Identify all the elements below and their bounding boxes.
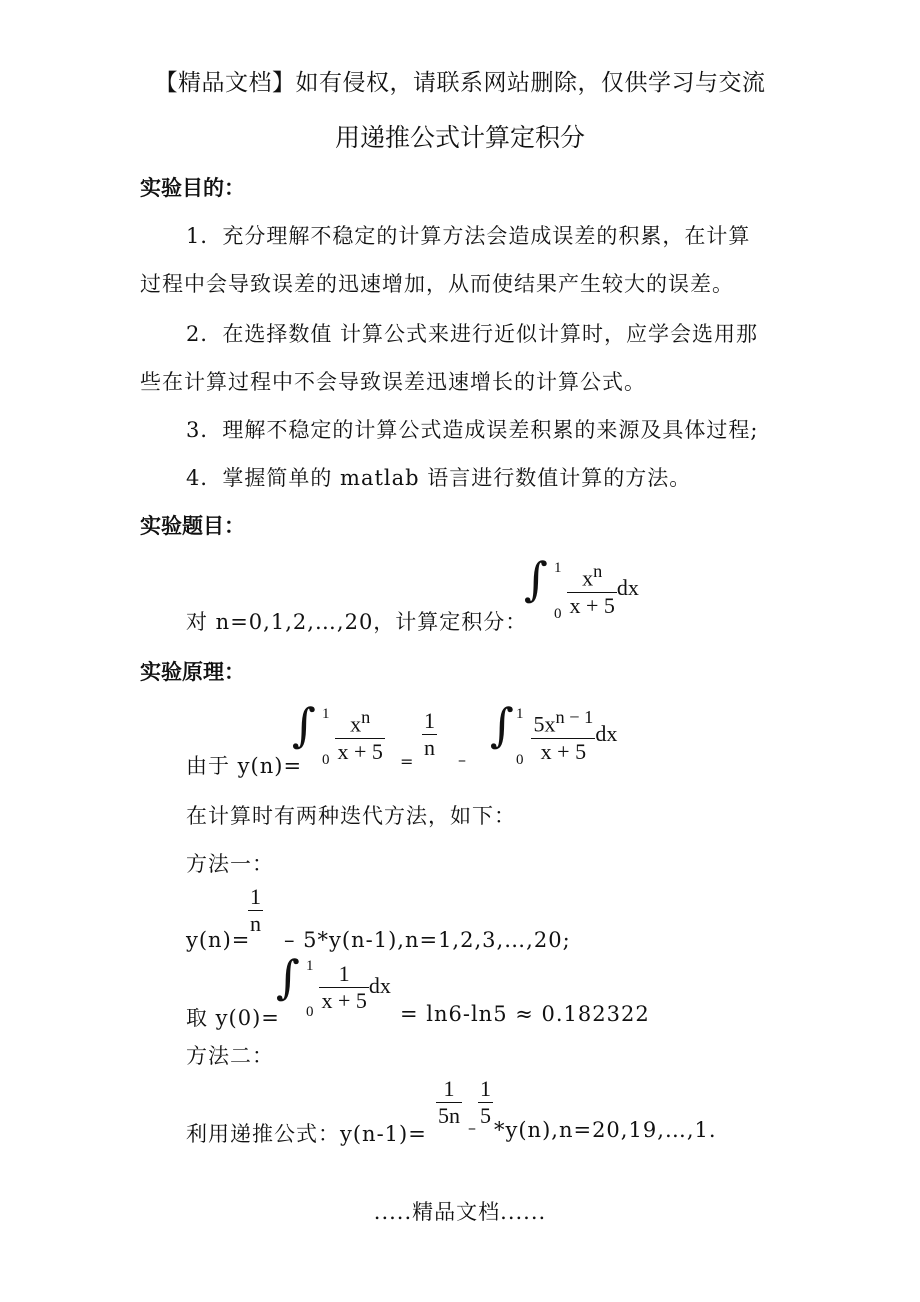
- method-1-label: 方法一：: [186, 852, 274, 876]
- purpose-item-2-line-1: 2．在选择数值 计算公式来进行近似计算时，应学会选用那: [186, 322, 759, 346]
- integral-fraction: [335, 707, 384, 764]
- principle-equals: =: [400, 752, 415, 771]
- integral-fraction: [531, 707, 595, 764]
- method-1-tail: – 5*y(n-1),n=1,2,3,…,20;: [284, 928, 571, 952]
- integral-sign-icon: ∫: [276, 950, 300, 1004]
- fraction-numerator: x: [582, 565, 594, 591]
- purpose-item-3-text: 3．理解不稳定的计算公式造成误差积累的来源及具体过程: [186, 418, 751, 442]
- page-header: 【精品文档】如有侵权，请联系网站删除，仅供学习与交流: [154, 70, 766, 96]
- purpose-item-4: 4．掌握简单的 matlab 语言进行数值计算的方法。: [186, 466, 692, 490]
- method-2-lead: 利用递推公式：y(n-1)=: [186, 1122, 427, 1146]
- fraction-denominator: x + 5: [540, 738, 587, 764]
- fraction-denominator: 5n: [438, 1103, 460, 1128]
- principle-lead: 由于 y(n)=: [186, 754, 303, 778]
- integral-dx: dx: [595, 721, 618, 746]
- fraction-numerator: 1: [250, 884, 261, 909]
- y0-lead: 取 y(0)=: [186, 1006, 280, 1030]
- integral-upper-limit: 1: [306, 958, 314, 974]
- fraction-denominator: x + 5: [337, 738, 383, 764]
- integral-lower-limit: 0: [306, 1004, 314, 1020]
- integral-fraction: [567, 561, 616, 618]
- fraction-denominator: n: [250, 911, 261, 936]
- integral-upper-limit: 1: [516, 706, 524, 722]
- method-1-fraction: [248, 884, 263, 937]
- fraction-numerator: 1: [480, 1076, 491, 1101]
- integral-upper-limit: 1: [322, 706, 330, 722]
- fraction-numerator: x: [350, 711, 362, 737]
- method-2-minus: –: [468, 1118, 477, 1137]
- integral-sign-icon: ∫: [292, 698, 316, 752]
- integral-sign-icon: ∫: [524, 552, 548, 606]
- y0-integral: [276, 950, 391, 1020]
- fraction-denominator: n: [424, 735, 435, 760]
- purpose-item-2-line-2: 些在计算过程中不会导致误差迅速增长的计算公式。: [140, 370, 646, 394]
- fraction-numerator-exponent: n − 1: [555, 707, 594, 728]
- purpose-item-1-line-1: 1．充分理解不稳定的计算方法会造成误差的积累，在计算: [186, 224, 751, 248]
- principle-integral-1: [292, 698, 385, 768]
- method-2-tail: *y(n),n=20,19,…,1.: [494, 1118, 717, 1142]
- iteration-text: 在计算时有两种迭代方法，如下：: [186, 804, 516, 828]
- principle-minus: –: [458, 750, 467, 769]
- fraction-numerator: 5x: [533, 711, 556, 737]
- fraction: [422, 708, 437, 761]
- integral-dx: dx: [616, 575, 639, 600]
- fraction-denominator: 5: [480, 1103, 491, 1128]
- purpose-item-1-line-2: 过程中会导致误差的迅速增加，从而使结果产生较大的误差。: [140, 272, 734, 296]
- purpose-heading: 实验目的：: [140, 175, 245, 200]
- method-2-fraction-1: [436, 1076, 462, 1129]
- fraction-numerator: 1: [424, 708, 435, 733]
- fraction-numerator-exponent: n: [593, 561, 603, 582]
- fraction: [436, 1076, 462, 1129]
- document-title: 用递推公式计算定积分: [334, 123, 585, 152]
- problem-integral: [524, 552, 639, 622]
- fraction-denominator: x + 5: [569, 592, 615, 618]
- method-1-lead: y(n)=: [186, 928, 251, 952]
- page-footer: .....精品文档......: [373, 1200, 547, 1224]
- principle-fraction-1-over-n: [422, 708, 437, 761]
- fraction-denominator: x + 5: [321, 988, 367, 1014]
- principle-heading: 实验原理：: [140, 659, 245, 684]
- method-2-fraction-2: [478, 1076, 493, 1129]
- purpose-item-3-tail: ;: [750, 418, 759, 442]
- integral-sign-icon: ∫: [490, 698, 514, 752]
- integral-lower-limit: 0: [322, 752, 330, 768]
- integral-lower-limit: 0: [554, 606, 562, 622]
- fraction: [248, 884, 263, 937]
- fraction-numerator-exponent: n: [361, 707, 371, 728]
- integral-dx: dx: [368, 973, 391, 998]
- integral-lower-limit: 0: [516, 752, 524, 768]
- fraction-numerator: 1: [436, 1076, 462, 1103]
- fraction: [478, 1076, 493, 1129]
- problem-heading: 实验题目：: [140, 513, 245, 538]
- principle-integral-2: [490, 698, 618, 768]
- method-2-label: 方法二：: [186, 1044, 274, 1068]
- problem-text: 对 n=0,1,2,…,20，计算定积分：: [186, 610, 528, 634]
- y0-tail: = ln6-ln5 ≈ 0.182322: [400, 1002, 650, 1026]
- fraction-numerator: 1: [319, 961, 368, 988]
- integral-upper-limit: 1: [554, 560, 562, 576]
- integral-fraction: [319, 961, 368, 1014]
- purpose-item-3: [186, 414, 758, 444]
